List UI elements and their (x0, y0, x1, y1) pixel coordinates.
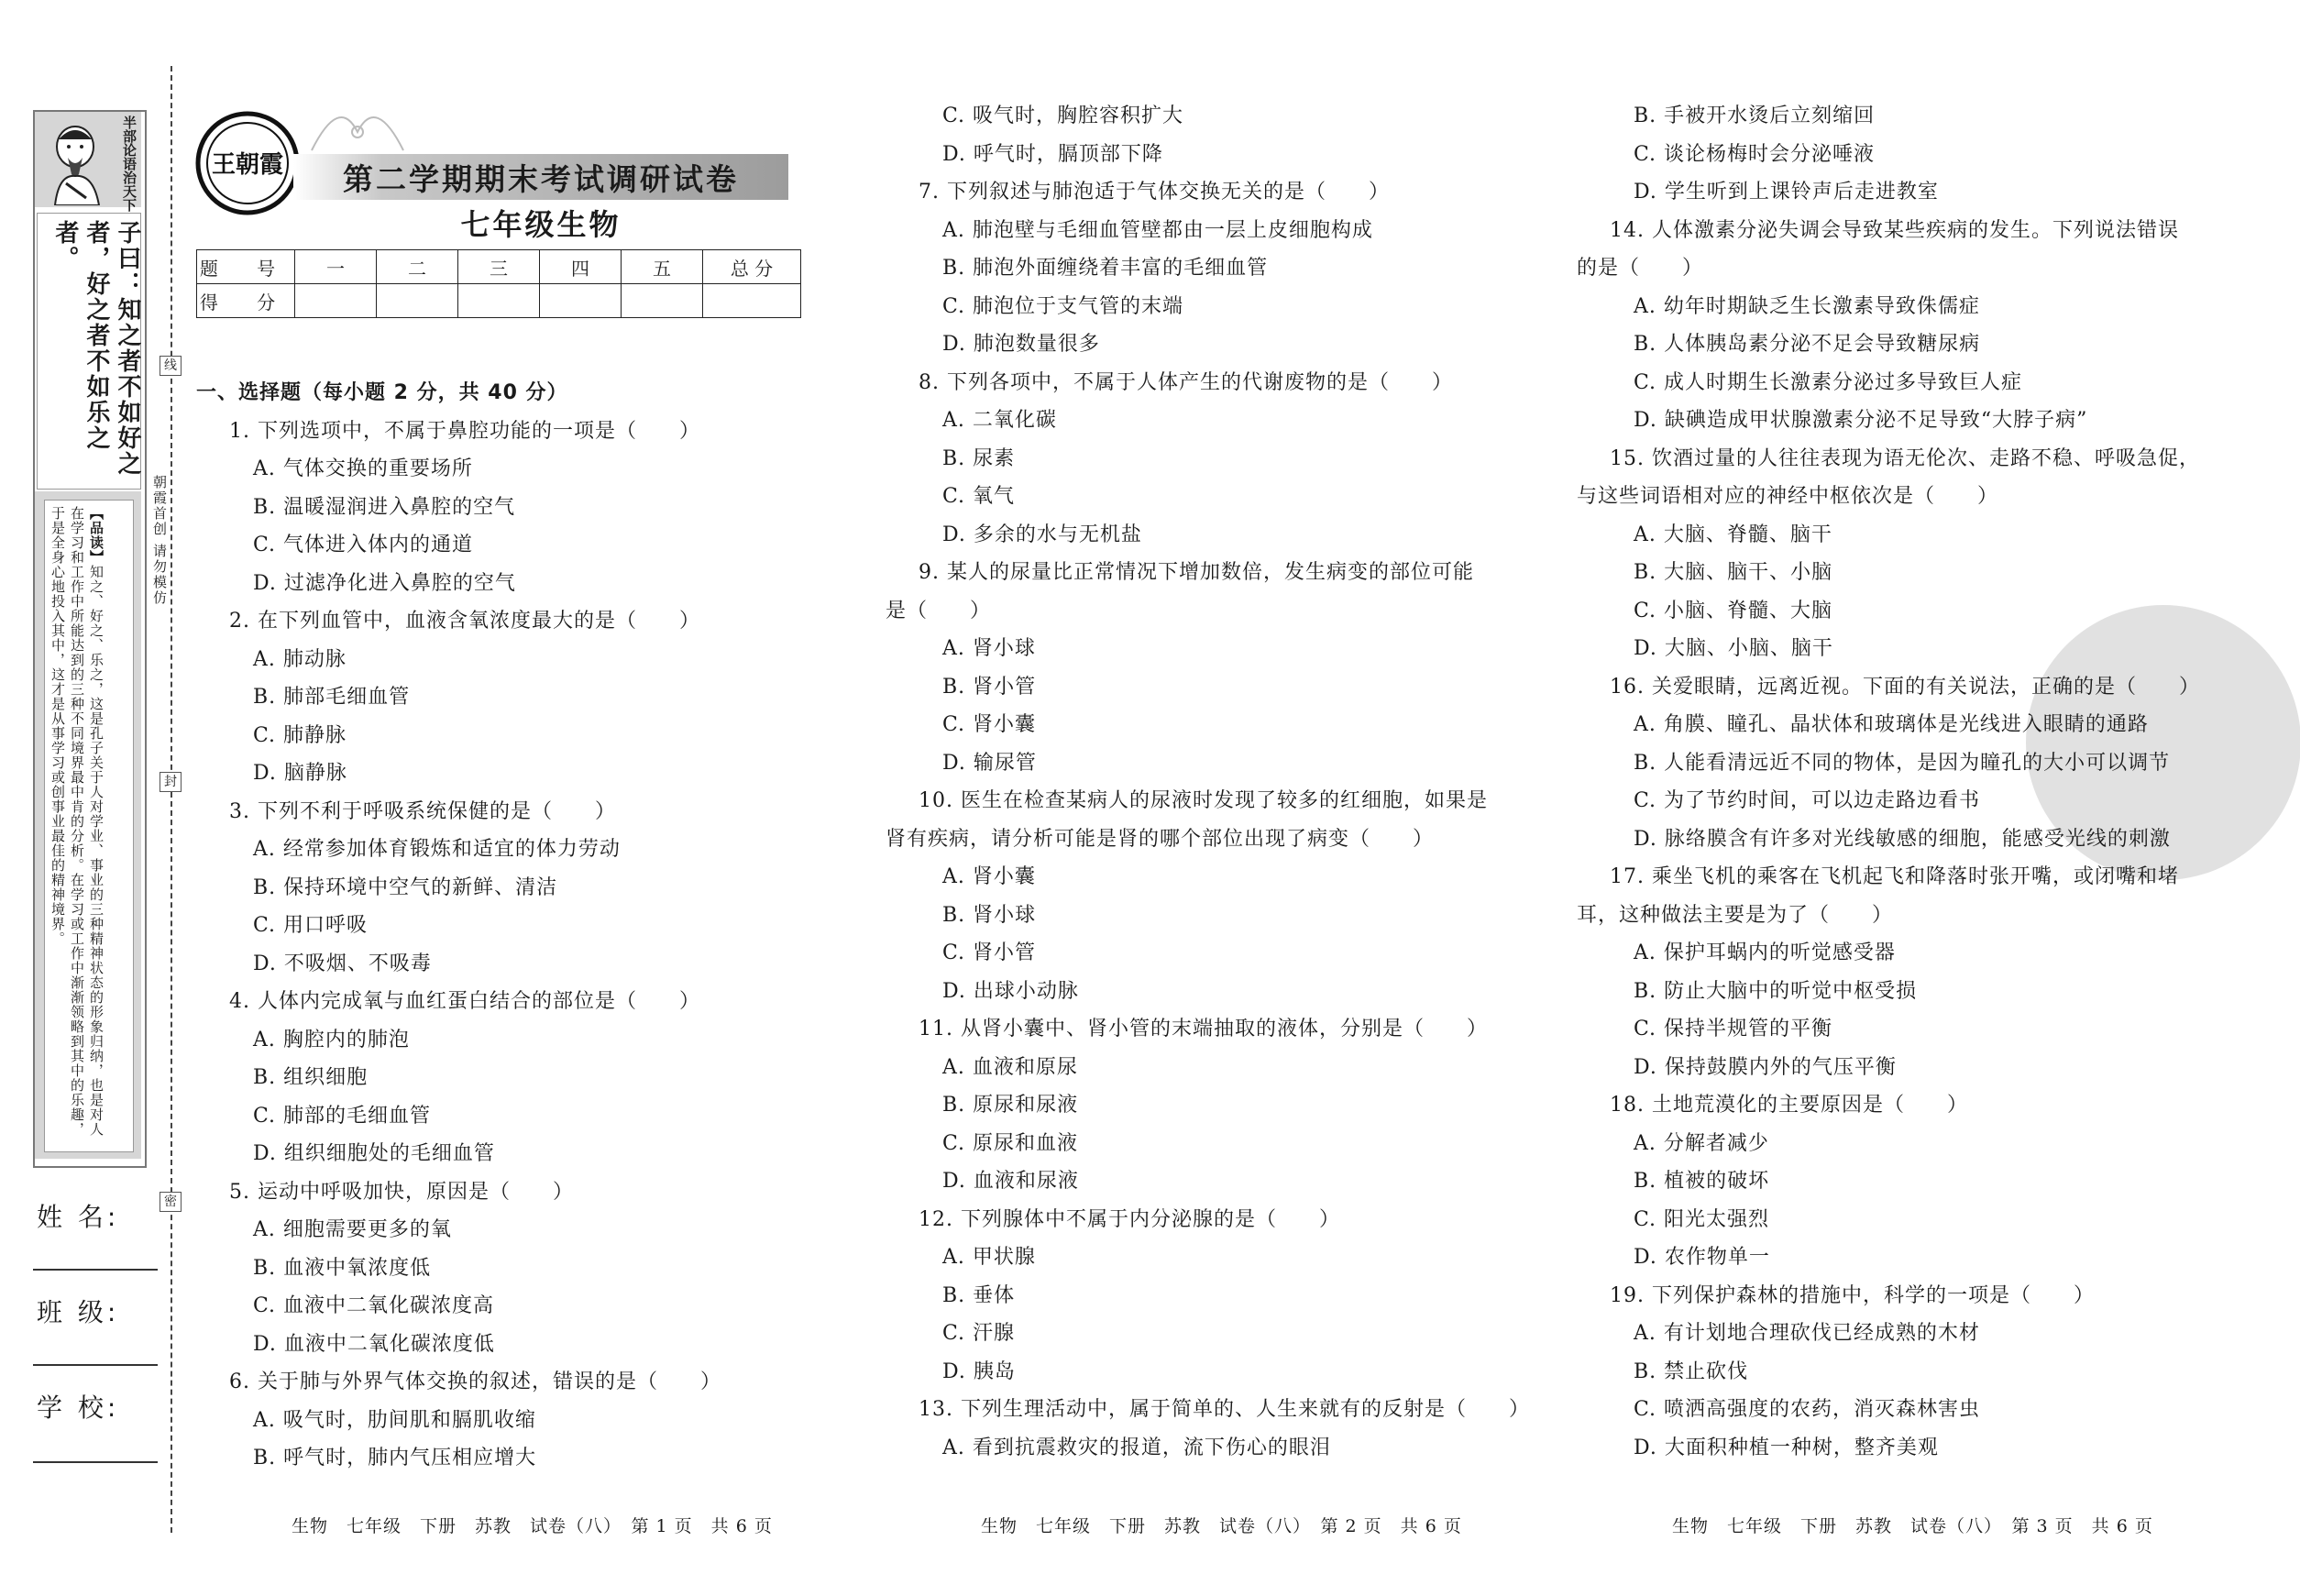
answer-option[interactable]: A. 肺泡壁与毛细血管壁都由一层上皮细胞构成 (942, 218, 1373, 242)
question-text: 9. 某人的尿量比正常情况下增加数倍，发生病变的部位可能 (919, 561, 1474, 584)
answer-option[interactable]: D. 缺碘造成甲状腺激素分泌不足导致“大脖子病” (1634, 409, 2088, 432)
answer-option[interactable]: A. 细胞需要更多的氧 (253, 1218, 452, 1241)
answer-option[interactable]: C. 氧气 (942, 485, 1016, 508)
answer-option[interactable]: A. 甲状腺 (942, 1246, 1036, 1269)
answer-option[interactable]: C. 用口呼吸 (253, 914, 369, 937)
answer-option[interactable]: D. 大面积种植一种树，整齐美观 (1634, 1436, 1939, 1459)
question-text: 6. 关于肺与外界气体交换的叙述，错误的是（ ） (229, 1370, 721, 1393)
confucius-quote: 子曰：知之者不如好之者，好之者不如乐之者。 (51, 220, 141, 477)
answer-option[interactable]: B. 禁止砍伐 (1634, 1359, 1749, 1383)
question-text: 10. 医生在检查某病人的尿液时发现了较多的红细胞，如果是 (919, 789, 1488, 812)
school-label: 学 校: (37, 1392, 120, 1423)
answer-option[interactable]: B. 人能看清远近不同的物体，是因为瞳孔的大小可以调节 (1634, 751, 2171, 775)
binding-note: 朝霞首创 请勿模仿 (151, 475, 168, 606)
score-header-row (197, 250, 801, 284)
answer-option[interactable]: D. 过滤净化进入鼻腔的空气 (253, 571, 516, 595)
answer-option[interactable]: C. 为了节约时间，可以边走路边看书 (1634, 789, 1981, 812)
binding-line (171, 66, 172, 1533)
page-footer-1: 生物 七年级 下册 苏教 试卷（八） 第 1 页 共 6 页 (292, 1516, 773, 1536)
answer-option[interactable]: C. 肺部的毛细血管 (253, 1104, 432, 1128)
answer-option[interactable]: C. 保持半规管的平衡 (1634, 1018, 1833, 1040)
answer-option[interactable]: D. 血液中二氧化碳浓度低 (253, 1332, 495, 1356)
question-text: 的是（ ） (1577, 257, 1704, 280)
question-text: 19. 下列保护森林的措施中，科学的一项是（ ） (1610, 1283, 2095, 1307)
page-title: 第二学期期末考试调研试卷 (343, 161, 739, 197)
class-field[interactable] (33, 1364, 158, 1366)
answer-option[interactable]: D. 农作物单一 (1634, 1246, 1770, 1269)
answer-option[interactable]: A. 大脑、脊髓、脑干 (1634, 523, 1832, 546)
answer-option[interactable]: B. 温暖湿润进入鼻腔的空气 (253, 495, 516, 519)
publisher-logo (193, 108, 303, 218)
answer-option[interactable]: D. 大脑、小脑、脑干 (1634, 637, 1833, 660)
confucius-icon (46, 119, 110, 205)
answer-option[interactable]: A. 角膜、瞳孔、晶状体和玻璃体是光线进入眼睛的通路 (1634, 713, 2149, 736)
score-input[interactable] (377, 284, 458, 318)
score-input[interactable] (540, 284, 622, 318)
answer-option[interactable]: C. 血液中二氧化碳浓度高 (253, 1294, 495, 1317)
answer-option[interactable]: A. 气体交换的重要场所 (253, 457, 473, 480)
answer-option[interactable]: A. 经常参加体育锻炼和适宜的体力劳动 (253, 838, 621, 861)
answer-option[interactable]: A. 二氧化碳 (942, 409, 1057, 432)
answer-option[interactable]: A. 血液和原尿 (942, 1055, 1078, 1079)
answer-option[interactable]: C. 吸气时，胸腔容积扩大 (942, 105, 1184, 127)
question-text: 5. 运动中呼吸加快，原因是（ ） (229, 1180, 574, 1204)
question-text: 3. 下列不利于呼吸系统保健的是（ ） (229, 799, 616, 823)
page-subtitle: 七年级生物 (460, 207, 622, 242)
ribbon-icon (303, 95, 413, 160)
answer-option[interactable]: C. 气体进入体内的通道 (253, 534, 474, 556)
reading-body: 知之、好之、乐之，这是孔子关于人对学业、事业的三种精神状态的形象归纳，也是对人在学习和工作中所能达到的三种不同境界最中肯的分析。在学习或工作中渐渐领略到其中的乐趣，于是全身心地投入其中，这才是从事学习或创事业最佳的精神境界。 (50, 506, 105, 1137)
score-input[interactable] (703, 284, 801, 318)
name-field[interactable] (33, 1269, 158, 1271)
score-input[interactable] (622, 284, 703, 318)
answer-option[interactable]: B. 人体胰岛素分泌不足会导致糖尿病 (1634, 333, 1981, 356)
answer-option[interactable]: B. 手被开水烫后立刻缩回 (1634, 105, 1876, 127)
question-text: 14. 人体激素分泌失调会导致某些疾病的发生。下列说法错误 (1610, 218, 2179, 242)
answer-option[interactable]: B. 垂体 (942, 1283, 1016, 1307)
score-value-row (197, 284, 801, 318)
score-cell: 三 (458, 250, 540, 284)
answer-option[interactable]: D. 多余的水与无机盐 (942, 523, 1142, 546)
answer-option[interactable]: B. 肺部毛细血管 (253, 686, 411, 709)
answer-option[interactable]: B. 防止大脑中的听觉中枢受损 (1634, 979, 1918, 1003)
section-heading: 一、选择题（每小题 2 分，共 40 分） (196, 381, 568, 404)
answer-option[interactable]: D. 脉络膜含有许多对光线敏感的细胞，能感受光线的刺激 (1634, 827, 2171, 851)
answer-option[interactable]: C. 肺静脉 (253, 723, 347, 747)
answer-option[interactable]: B. 肾小管 (942, 675, 1037, 699)
question-text: 肾有疾病，请分析可能是肾的哪个部位出现了病变（ ） (886, 827, 1435, 851)
answer-option[interactable]: B. 肾小球 (942, 903, 1037, 927)
question-text: 7. 下列叙述与肺泡适于气体交换无关的是（ ） (919, 181, 1390, 204)
page-footer-3: 生物 七年级 下册 苏教 试卷（八） 第 3 页 共 6 页 (1672, 1516, 2153, 1536)
school-field[interactable] (33, 1461, 158, 1463)
score-input[interactable] (458, 284, 540, 318)
answer-option[interactable]: D. 胰岛 (942, 1359, 1016, 1383)
question-text: 15. 饮酒过量的人往往表现为语无伦次、走路不稳、呼吸急促， (1610, 446, 2200, 470)
question-text: 耳，这种做法主要是为了（ ） (1577, 903, 1894, 927)
answer-option[interactable]: A. 肾小囊 (942, 865, 1036, 888)
answer-option[interactable]: B. 尿素 (942, 446, 1016, 470)
answer-option[interactable]: A. 有计划地合理砍伐已经成熟的木材 (1634, 1322, 1980, 1345)
page-footer-2: 生物 七年级 下册 苏教 试卷（八） 第 2 页 共 6 页 (981, 1516, 1462, 1536)
answer-option[interactable]: B. 原尿和尿液 (942, 1094, 1079, 1117)
answer-option[interactable]: D. 出球小动脉 (942, 979, 1079, 1003)
motto: 半部论语治天下 (121, 116, 138, 212)
question-text: 8. 下列各项中，不属于人体产生的代谢废物的是（ ） (919, 370, 1453, 394)
score-cell: 四 (540, 250, 622, 284)
answer-option[interactable]: C. 肾小管 (942, 941, 1037, 964)
answer-option[interactable]: C. 成人时期生长激素分泌过多导致巨人症 (1634, 370, 2023, 394)
answer-option[interactable]: B. 植被的破坏 (1634, 1170, 1770, 1193)
question-text: 17. 乘坐飞机的乘客在飞机起飞和降落时张开嘴，或闭嘴和堵 (1610, 865, 2179, 888)
binding-mark-seal: 封 (160, 772, 182, 792)
answer-option[interactable]: B. 呼气时，肺内气压相应增大 (253, 1447, 537, 1469)
answer-option[interactable]: D. 学生听到上课铃声后走进教室 (1634, 181, 1939, 204)
binding-mark-secret: 密 (160, 1192, 182, 1212)
question-text: 是（ ） (886, 599, 992, 622)
question-text: 与这些词语相对应的神经中枢依次是（ ） (1577, 485, 1999, 508)
question-text: 16. 关爱眼睛，远离近视。下面的有关说法，正确的是（ ） (1610, 675, 2200, 699)
binding-mark-line: 线 (160, 356, 182, 376)
score-cell: 一 (295, 250, 377, 284)
answer-option[interactable]: C. 原尿和血液 (942, 1131, 1079, 1155)
answer-option[interactable]: A. 肾小球 (942, 637, 1036, 660)
answer-option[interactable]: D. 不吸烟、不吸毒 (253, 952, 432, 975)
answer-option[interactable]: D. 肺泡数量很多 (942, 333, 1100, 356)
score-cell: 题 号 (197, 250, 295, 284)
question-text: 11. 从肾小囊中、肾小管的末端抽取的液体，分别是（ ） (919, 1018, 1488, 1040)
reading-tag: 【品读】 (88, 506, 105, 565)
answer-option[interactable]: D. 输尿管 (942, 751, 1037, 775)
answer-option[interactable]: C. 谈论杨梅时会分泌唾液 (1634, 142, 1876, 166)
answer-option[interactable]: C. 小脑、脊髓、大脑 (1634, 599, 1833, 622)
answer-option[interactable]: B. 组织细胞 (253, 1066, 369, 1089)
score-cell: 五 (622, 250, 703, 284)
logo-text: 王朝霞 (211, 151, 284, 178)
class-label: 班 级: (37, 1297, 120, 1327)
score-cell: 二 (377, 250, 458, 284)
answer-option[interactable]: D. 保持鼓膜内外的气压平衡 (1634, 1055, 1897, 1079)
answer-option[interactable]: A. 吸气时，肋间肌和膈肌收缩 (253, 1408, 536, 1432)
answer-option[interactable]: C. 汗腺 (942, 1322, 1016, 1345)
answer-option[interactable]: A. 分解者减少 (1634, 1131, 1769, 1155)
answer-option[interactable]: A. 看到抗震救灾的报道，流下伤心的眼泪 (942, 1436, 1331, 1459)
question-text: 18. 土地荒漠化的主要原因是（ ） (1610, 1094, 1968, 1117)
answer-option[interactable]: D. 组织细胞处的毛细血管 (253, 1142, 495, 1165)
question-text: 4. 人体内完成氧与血红蛋白结合的部位是（ ） (229, 990, 700, 1013)
score-table (196, 249, 801, 318)
answer-option[interactable]: A. 胸腔内的肺泡 (253, 1028, 410, 1051)
score-input[interactable] (295, 284, 377, 318)
answer-option[interactable]: D. 血液和尿液 (942, 1170, 1079, 1193)
answer-option[interactable]: C. 肺泡位于支气管的末端 (942, 294, 1184, 318)
answer-option[interactable]: C. 喷洒高强度的农药，消灭森林害虫 (1634, 1398, 1981, 1421)
question-text: 12. 下列腺体中不属于内分泌腺的是（ ） (919, 1207, 1340, 1231)
answer-option[interactable]: B. 大脑、脑干、小脑 (1634, 561, 1833, 584)
answer-option[interactable]: C. 阳光太强烈 (1634, 1207, 1770, 1231)
question-text: 1. 下列选项中，不属于鼻腔功能的一项是（ ） (229, 419, 700, 443)
answer-option[interactable]: B. 血液中氧浓度低 (253, 1256, 432, 1280)
question-text: 2. 在下列血管中，血液含氧浓度最大的是（ ） (229, 610, 700, 633)
name-label: 姓 名: (37, 1202, 120, 1232)
score-cell: 得 分 (197, 284, 295, 318)
answer-option[interactable]: D. 呼气时，膈顶部下降 (942, 142, 1163, 166)
answer-option[interactable]: B. 肺泡外面缠绕着丰富的毛细血管 (942, 257, 1269, 280)
answer-option[interactable]: D. 脑静脉 (253, 762, 347, 785)
answer-option[interactable]: A. 幼年时期缺乏生长激素导致侏儒症 (1634, 294, 1980, 318)
answer-option[interactable]: A. 保护耳蜗内的听觉感受器 (1634, 941, 1896, 964)
answer-option[interactable]: B. 保持环境中空气的新鲜、清洁 (253, 875, 558, 899)
reading-text (48, 506, 105, 1148)
score-cell: 总 分 (703, 250, 801, 284)
question-text: 13. 下列生理活动中，属于简单的、人生来就有的反射是（ ） (919, 1398, 1530, 1421)
answer-option[interactable]: A. 肺动脉 (253, 647, 347, 671)
answer-option[interactable]: C. 肾小囊 (942, 713, 1037, 736)
